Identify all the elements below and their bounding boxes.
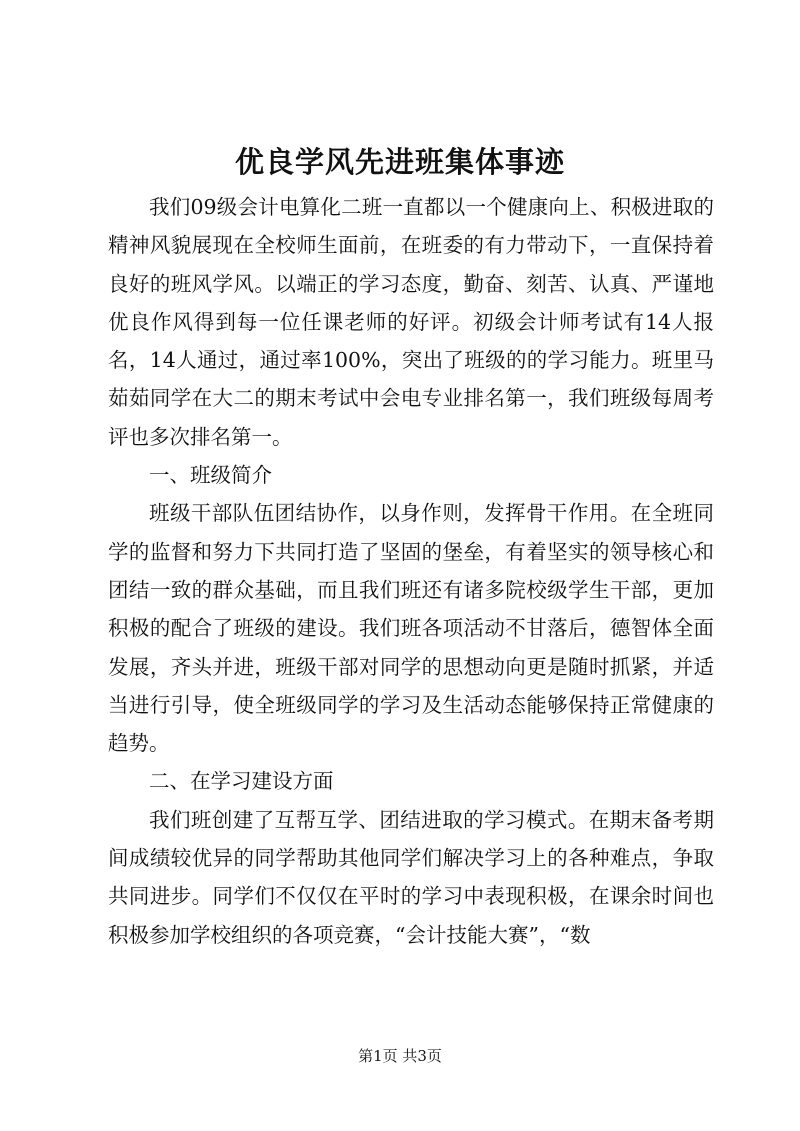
page-footer: 第1页 共3页 bbox=[358, 1047, 442, 1065]
document-title: 优良学风先进班集体事迹 bbox=[234, 145, 565, 179]
paragraph-intro: 我们09级会计电算化二班一直都以一个健康向上、积极进取的精神风貌展现在全校师生面前，在班委的有力带动下，一直保持着良好的班风学风。以端正的学习态度，勤奋、刻苦、认真、严谨地优良作风得到每一位任课老师的好评。初级会计师考试有14人报名，14人通过，通过率100%，突出了班级的的学习能力。班里马茹茹同学在大二的期末考试中会电专业排名第一，我们班级每周考评也多次排名第一。 bbox=[108, 195, 714, 449]
paragraph-class-intro: 班级干部队伍团结协作，以身作则，发挥骨干作用。在全班同学的监督和努力下共同打造了坚固的堡垒，有着坚实的领导核心和团结一致的群众基础，而且我们班还有诸多院校级学生干部，更加积极的配合了班级的建设。我们班各项活动不甘落后，德智体全面发展，齐头并进，班级干部对同学的思想动向更是随时抓紧，并适当进行引导，使全班级同学的学习及生活动态能够保持正常健康的趋势。 bbox=[108, 501, 714, 756]
paragraph-study: 我们班创建了互帮互学、团结进取的学习模式。在期末备考期间成绩较优异的同学帮助其他同学们解决学习上的各种难点，争取共同进步。同学们不仅仅在平时的学习中表现积极，在课余时间也积极参加学校组织的各项竞赛，“会计技能大赛”，“数 bbox=[108, 807, 714, 947]
document-body bbox=[108, 188, 714, 954]
section-heading-class-intro: 一、班级简介 bbox=[149, 463, 272, 488]
section-heading-study: 二、在学习建设方面 bbox=[149, 769, 334, 794]
